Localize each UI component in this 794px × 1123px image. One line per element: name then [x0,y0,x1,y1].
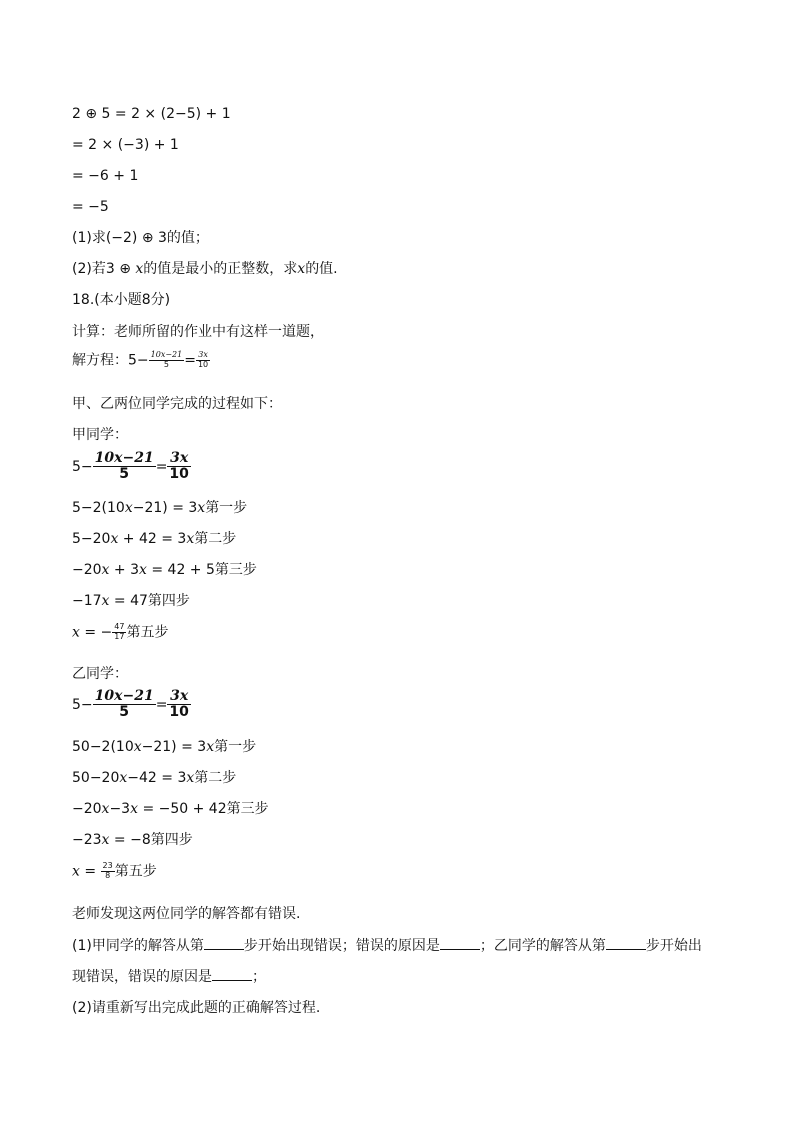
var-x: x [101,832,110,848]
answer-blank[interactable] [212,968,252,981]
equals-sign: = [155,458,168,475]
jia-step-3 [72,561,257,579]
jia-fraction-left [93,451,156,483]
step-text: 5−20 [72,531,111,547]
five-minus: 5− [72,696,93,713]
equation-const: 5− [128,352,149,369]
yi-label: 乙同学： [72,666,128,682]
question-2 [72,260,338,278]
q2-text-c: 的值. [305,261,338,277]
answer-blank[interactable] [440,937,480,950]
step-fraction [101,862,115,881]
sub-question-2: (2)请重新写出完成此题的正确解答过程. [72,1000,321,1016]
yi-fraction-left [93,689,156,721]
calc-line-1: 2 ⊕ 5 = 2 × (2−5) + 1 [72,106,231,122]
var-x: x [297,261,306,277]
fraction-numerator: 23 [102,861,113,870]
equation-line [72,351,210,370]
step-text: + 42 = 3 [118,531,187,547]
step-text: = − [79,624,113,641]
sub-question-1-cont [72,968,266,986]
var-x: x [206,739,215,755]
step-label: 第五步 [126,624,169,641]
var-x: x [101,562,110,578]
step-text: −23 [72,832,102,848]
fraction-denominator: 10 [169,466,189,483]
q1-text: 步开始出 [645,938,702,954]
fraction-numerator: 10x−21 [150,350,183,359]
yi-step-4 [72,831,193,849]
step-label: = −50 + 42第三步 [138,801,269,817]
var-x: x [135,261,144,277]
step-text: 50−20 [72,770,120,786]
five-minus: 5− [72,458,93,475]
step-label: = 47第四步 [109,593,190,609]
jia-step-5 [72,623,168,642]
step-label: 第二步 [194,531,237,547]
var-x: x [101,593,110,609]
q2-text-a: (2)若3 ⊕ [72,261,136,277]
problem-intro: 计算：老师所留的作业中有这样一道题， [72,324,324,340]
step-label: 第一步 [214,739,257,755]
fraction-numerator: 3x [196,351,210,361]
yi-step-1 [72,738,256,756]
step-text: −21) = 3 [132,500,198,516]
equals-sign: = [184,352,196,369]
step-text: −21) = 3 [141,739,207,755]
step-label: 第二步 [194,770,237,786]
step-label: 第一步 [205,500,248,516]
step-text: 5−2(10 [72,500,125,516]
var-x: x [124,500,133,516]
yi-fraction-right [167,689,190,721]
fraction-denominator: 5 [119,704,130,721]
calc-line-4: = −5 [72,199,109,215]
equation-fraction-left [149,351,185,370]
equals-sign: = [155,696,168,713]
q1-text: ； [252,969,266,985]
fraction-numerator: 47 [114,622,125,631]
fraction-denominator: 8 [105,870,111,880]
step-text: −42 = 3 [127,770,187,786]
yi-equation [72,689,191,721]
problem-header: 18.(本小题8分) [72,292,171,308]
equation-fraction-right [196,351,210,370]
q1-text: ；乙同学的解答从第 [479,938,606,954]
var-x: x [139,562,147,578]
var-x: x [186,770,195,786]
yi-step-3 [72,800,269,818]
q2-text-b: 的值是最小的正整数，求 [143,261,298,277]
answer-blank[interactable] [204,937,244,950]
equation-prefix: 解方程： [72,352,128,369]
var-x: x [186,531,195,547]
jia-equation [72,451,191,483]
calc-line-3: = −6 + 1 [72,168,139,184]
step-text: −17 [72,593,102,609]
var-x: x [197,500,206,516]
var-x: x [133,739,142,755]
fraction-numerator: 10x−21 [94,450,154,466]
jia-step-1 [72,499,247,517]
q1-text: 步开始出现错误；错误的原因是 [243,938,440,954]
fraction-denominator: 10 [197,359,209,369]
step-fraction [112,623,126,642]
jia-step-4 [72,592,190,610]
step-text: −20 [72,801,102,817]
var-x: x [119,770,128,786]
var-x: x [101,801,110,817]
fraction-numerator: 3x [167,451,190,467]
fraction-denominator: 5 [119,466,130,483]
fraction-denominator: 10 [169,704,189,721]
jia-step-2 [72,530,236,548]
yi-step-2 [72,769,236,787]
step-label: = −8第四步 [109,832,193,848]
step-text: 50−2(10 [72,739,134,755]
fraction-denominator: 5 [163,359,169,369]
process-intro: 甲、乙两位同学完成的过程如下： [72,396,282,412]
sub-question-1 [72,937,702,955]
step-label: 第五步 [114,863,157,880]
var-x: x [130,801,138,817]
var-x: x [110,531,119,547]
fraction-numerator: 10x−21 [94,688,154,704]
var-x: x [72,863,80,880]
step-label: = 42 + 5第三步 [146,562,257,578]
step-text: + 3 [109,562,139,578]
jia-label: 甲同学： [72,427,128,443]
q1-text: 现错误，错误的原因是 [72,969,212,985]
fraction-denominator: 17 [114,631,125,641]
yi-step-5 [72,862,157,881]
answer-blank[interactable] [606,937,646,950]
teacher-note: 老师发现这两位同学的解答都有错误. [72,906,301,922]
calc-line-2: = 2 × (−3) + 1 [72,137,179,153]
question-1: (1)求(−2) ⊕ 3的值； [72,230,209,246]
step-text: −20 [72,562,102,578]
step-text: −3 [109,801,131,817]
jia-fraction-right [167,451,190,483]
fraction-numerator: 3x [167,689,190,705]
q1-text: (1)甲同学的解答从第 [72,938,204,954]
var-x: x [72,624,80,641]
step-text: = [79,863,101,880]
